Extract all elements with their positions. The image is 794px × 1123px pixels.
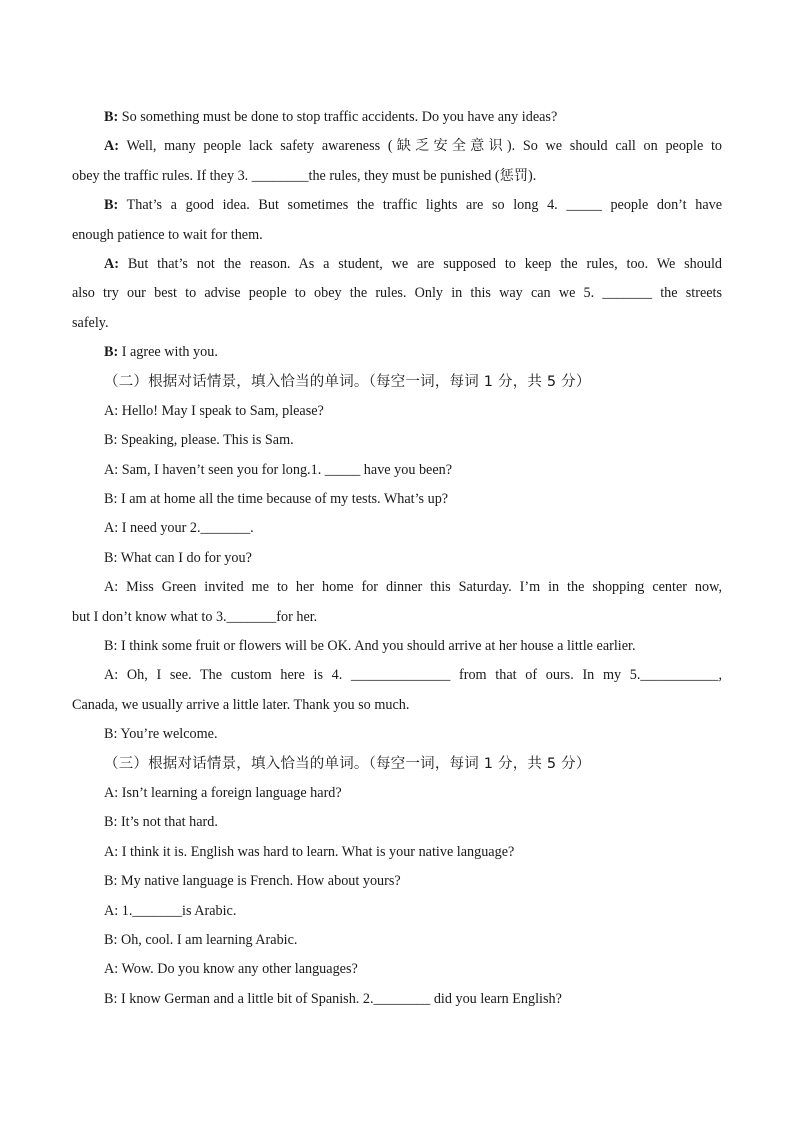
- dialogue-line: B: You’re welcome.: [104, 726, 218, 743]
- dialogue-line: B: What can I do for you?: [104, 549, 252, 566]
- section-heading: （三）根据对话情景，填入恰当的单词。（每空一词，每词 1 分，共 5 分）: [104, 755, 591, 772]
- dialogue-line: A: Isn’t learning a foreign language hard?: [104, 784, 342, 801]
- dialogue-line: [72, 191, 722, 220]
- dialogue-text: also try our best to advise people to obey the rules. Only in this way can we 5. _______ the streets: [72, 285, 722, 302]
- dialogue-text: obey the traffic rules. If they 3. ________the rules, they must be punished (惩罚).: [72, 167, 537, 184]
- dialogue-text: I agree with you.: [121, 344, 218, 361]
- dialogue-text: Well, many people lack safety awareness (缺乏安全意识). So we should call on people to: [126, 138, 722, 155]
- dialogue-line: [72, 221, 722, 250]
- dialogue-line: B: I think some fruit or flowers will be OK. And you should arrive at her house a little earlier.: [104, 638, 636, 655]
- section-heading: （二）根据对话情景，填入恰当的单词。（每空一词，每词 1 分，共 5 分）: [104, 373, 591, 390]
- speaker-label: A:: [104, 255, 119, 272]
- dialogue-text: So something must be done to stop traffic accidents. Do you have any ideas?: [121, 109, 558, 125]
- dialogue-line: A: Oh, I see. The custom here is 4. ______________ from that of ours. In my 5.___________,: [104, 667, 722, 684]
- dialogue-text: safely.: [72, 314, 109, 331]
- dialogue-line: A: Miss Green invited me to her home for dinner this Saturday. I’m in the shopping center now,: [104, 579, 722, 596]
- dialogue-line: [72, 309, 722, 338]
- dialogue-line: A: I think it is. English was hard to learn. What is your native language?: [104, 843, 515, 860]
- speaker-label: A:: [104, 138, 119, 155]
- speaker-label: B:: [104, 197, 119, 214]
- dialogue-line: but I don’t know what to 3._______for her.: [72, 608, 318, 625]
- dialogue-text: That’s a good idea. But sometimes the traffic lights are so long 4. _____ people don’t have: [126, 197, 722, 214]
- dialogue-line: [72, 162, 722, 191]
- dialogue-line: A: Hello! May I speak to Sam, please?: [104, 402, 324, 419]
- dialogue-line: [72, 250, 722, 279]
- dialogue-line: B: It’s not that hard.: [104, 814, 218, 831]
- dialogue-line: [72, 103, 722, 132]
- dialogue-line: B: Speaking, please. This is Sam.: [104, 432, 294, 449]
- dialogue-line: [72, 279, 722, 308]
- dialogue-line: B: I know German and a little bit of Spanish. 2.________ did you learn English?: [104, 990, 562, 1007]
- dialogue-line: A: 1._______is Arabic.: [104, 902, 237, 919]
- dialogue-text: enough patience to wait for them.: [72, 226, 263, 243]
- dialogue-line: B: My native language is French. How about yours?: [104, 873, 401, 890]
- dialogue-line: A: I need your 2._______.: [104, 520, 254, 537]
- dialogue-line: A: Wow. Do you know any other languages?: [104, 961, 358, 978]
- document-page: [72, 103, 722, 1014]
- speaker-label: B:: [104, 344, 119, 361]
- dialogue-line: B: I am at home all the time because of my tests. What’s up?: [104, 491, 449, 508]
- dialogue-line: [72, 132, 722, 161]
- dialogue-line: [72, 338, 722, 367]
- dialogue-line: A: Sam, I haven’t seen you for long.1. _____ have you been?: [104, 461, 453, 478]
- dialogue-line: Canada, we usually arrive a little later. Thank you so much.: [72, 696, 410, 713]
- dialogue-text: But that’s not the reason. As a student, we are supposed to keep the rules, too. We should: [127, 255, 722, 272]
- dialogue-line: B: Oh, cool. I am learning Arabic.: [104, 931, 298, 948]
- speaker-label: B:: [104, 109, 119, 125]
